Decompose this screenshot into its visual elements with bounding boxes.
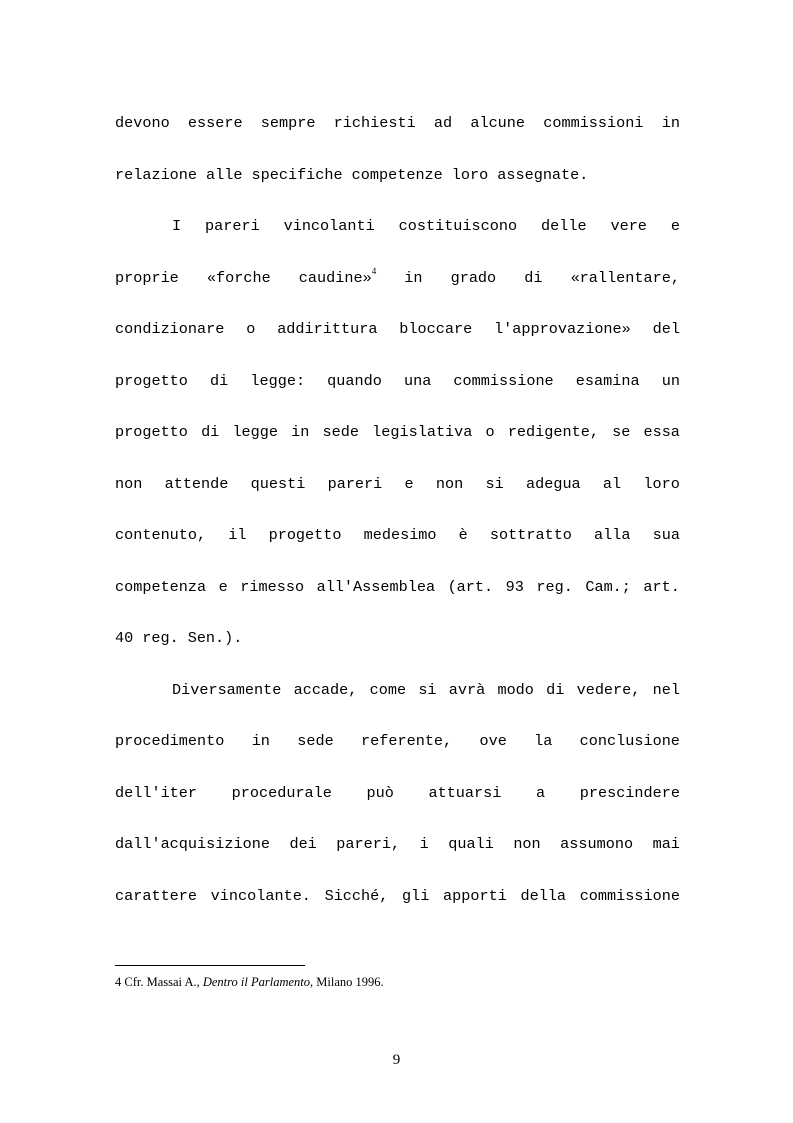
word: essere <box>187 114 243 132</box>
word: sede <box>322 423 359 441</box>
word: di <box>210 371 229 390</box>
word: condizionare <box>115 320 225 338</box>
word: il <box>228 526 247 544</box>
word: in <box>251 732 270 750</box>
word: modo <box>497 680 534 699</box>
word: referente, <box>361 732 453 750</box>
word: sempre <box>260 114 316 132</box>
word: legge: <box>250 371 306 390</box>
text-line <box>115 314 680 366</box>
word: I <box>172 217 182 235</box>
word: vedere, <box>576 680 641 699</box>
text-line <box>115 417 680 469</box>
footnote-reference: 4 <box>371 265 377 276</box>
word: procedurale <box>231 783 332 802</box>
word: l'approvazione» <box>494 320 631 338</box>
word: commissione <box>579 886 680 905</box>
word: carattere <box>115 886 198 905</box>
word: dell'iter <box>115 783 198 802</box>
word: assegnate. <box>497 165 589 184</box>
word: ove <box>479 732 507 750</box>
footnote-number: 4 <box>115 975 122 989</box>
word: 40 <box>115 629 134 647</box>
footnote-title: Dentro il Parlamento <box>202 975 311 989</box>
word: procedimento <box>115 732 225 750</box>
word: del <box>652 320 680 338</box>
word: essa <box>643 423 680 441</box>
word: all'Assemblea <box>316 577 436 596</box>
word: a <box>536 783 546 802</box>
word: Cam.; <box>585 577 631 596</box>
word: e <box>670 217 680 235</box>
word: relazione <box>115 165 198 184</box>
footnote-prefix: Cfr. Massai A., <box>124 975 200 989</box>
word: e <box>404 474 414 493</box>
page-number: 9 <box>392 1052 401 1068</box>
word: contenuto, <box>115 526 207 544</box>
word: accade, <box>293 680 358 699</box>
text-line <box>115 623 680 675</box>
word: come <box>369 680 407 699</box>
word: art. <box>643 577 680 596</box>
word: esamina <box>575 371 640 390</box>
word: (art. <box>447 577 494 596</box>
text-line <box>115 263 680 315</box>
word: addirittura <box>277 320 378 338</box>
word: avrà <box>448 680 486 699</box>
word: alla <box>594 526 631 544</box>
word: alcune <box>470 114 526 132</box>
word: in <box>404 268 423 287</box>
word: pareri, <box>336 835 401 853</box>
word: devono <box>115 114 170 132</box>
body-text <box>115 108 680 932</box>
word: di <box>524 268 543 287</box>
word: se <box>612 423 631 441</box>
text-line <box>115 366 680 418</box>
word: o <box>485 423 495 441</box>
word: in <box>661 114 680 132</box>
word: nel <box>652 680 680 699</box>
text-line <box>115 211 680 263</box>
word: redigente, <box>507 423 599 441</box>
word: quando <box>327 371 382 390</box>
word: 93 <box>505 577 524 596</box>
word: Sicché, <box>324 886 389 905</box>
word: progetto <box>268 526 342 544</box>
word: assumono <box>560 835 634 853</box>
word: la <box>534 732 553 750</box>
word: rimesso <box>240 577 305 596</box>
word: e <box>218 577 228 596</box>
word: ad <box>433 114 453 132</box>
word: caudine»$^4$ <box>298 265 377 287</box>
word: commissioni <box>543 114 644 132</box>
word: attuarsi <box>428 783 502 802</box>
word: competenza <box>115 577 207 596</box>
word: quali <box>448 835 494 853</box>
word: non <box>435 474 464 493</box>
word: Sen.). <box>187 629 243 647</box>
word: commissione <box>453 371 554 390</box>
footnote-separator <box>115 965 305 966</box>
word: delle <box>541 217 587 235</box>
word: vincolanti <box>283 217 375 235</box>
word: pareri <box>205 217 260 235</box>
word: può <box>366 783 394 802</box>
word: grado <box>450 268 497 287</box>
word: proprie <box>115 268 179 287</box>
text-line <box>115 520 680 572</box>
text-line <box>115 778 680 830</box>
word: «rallentare, <box>570 268 680 287</box>
word: adegua <box>525 474 581 493</box>
word: legge <box>232 423 279 441</box>
word: alle <box>206 165 243 184</box>
text-line <box>115 572 680 624</box>
word: un <box>661 371 680 390</box>
word: della <box>520 886 567 905</box>
word: non <box>513 835 541 853</box>
word: si <box>418 680 437 699</box>
word: in <box>291 423 310 441</box>
text-line <box>115 726 680 778</box>
text-line <box>115 675 680 727</box>
word: vincolante. <box>210 886 311 905</box>
footnote-suffix: , Milano 1996. <box>310 975 384 989</box>
text-line <box>115 108 680 160</box>
word: di <box>201 423 220 441</box>
word: sottratto <box>489 526 572 544</box>
word: pareri <box>327 474 383 493</box>
word: sua <box>652 526 680 544</box>
word: prescindere <box>579 783 680 802</box>
word: questi <box>250 474 306 493</box>
word: dall'acquisizione <box>115 835 270 853</box>
word: specifiche <box>251 165 343 184</box>
word: sede <box>297 732 334 750</box>
word: progetto <box>115 371 188 390</box>
word: gli <box>402 886 430 905</box>
word: attende <box>164 474 229 493</box>
word: Diversamente <box>172 680 282 699</box>
word: progetto <box>115 423 188 441</box>
word: loro <box>643 474 680 493</box>
word: conclusione <box>579 732 680 750</box>
word: vere <box>610 217 647 235</box>
footnote <box>115 975 384 990</box>
word: una <box>403 371 432 390</box>
word: «forche <box>206 268 271 287</box>
word: al <box>602 474 622 493</box>
word: reg. <box>142 629 179 647</box>
word: o <box>246 320 256 338</box>
word: apporti <box>443 886 507 905</box>
text-line <box>115 469 680 521</box>
text-line <box>115 829 680 881</box>
text-line <box>115 160 680 212</box>
word: loro <box>451 165 489 184</box>
word: reg. <box>536 577 573 596</box>
word: i <box>419 835 429 853</box>
word: competenze <box>351 165 443 184</box>
text-line <box>115 881 680 933</box>
word: legislativa <box>372 423 473 441</box>
word: dei <box>289 835 317 853</box>
word: di <box>546 680 565 699</box>
word: costituiscono <box>398 217 518 235</box>
word: non <box>115 474 143 493</box>
word: bloccare <box>399 320 473 338</box>
word: medesimo <box>363 526 437 544</box>
word: richiesti <box>333 114 416 132</box>
word: è <box>458 526 468 544</box>
word: si <box>485 474 504 493</box>
word: mai <box>652 835 680 853</box>
